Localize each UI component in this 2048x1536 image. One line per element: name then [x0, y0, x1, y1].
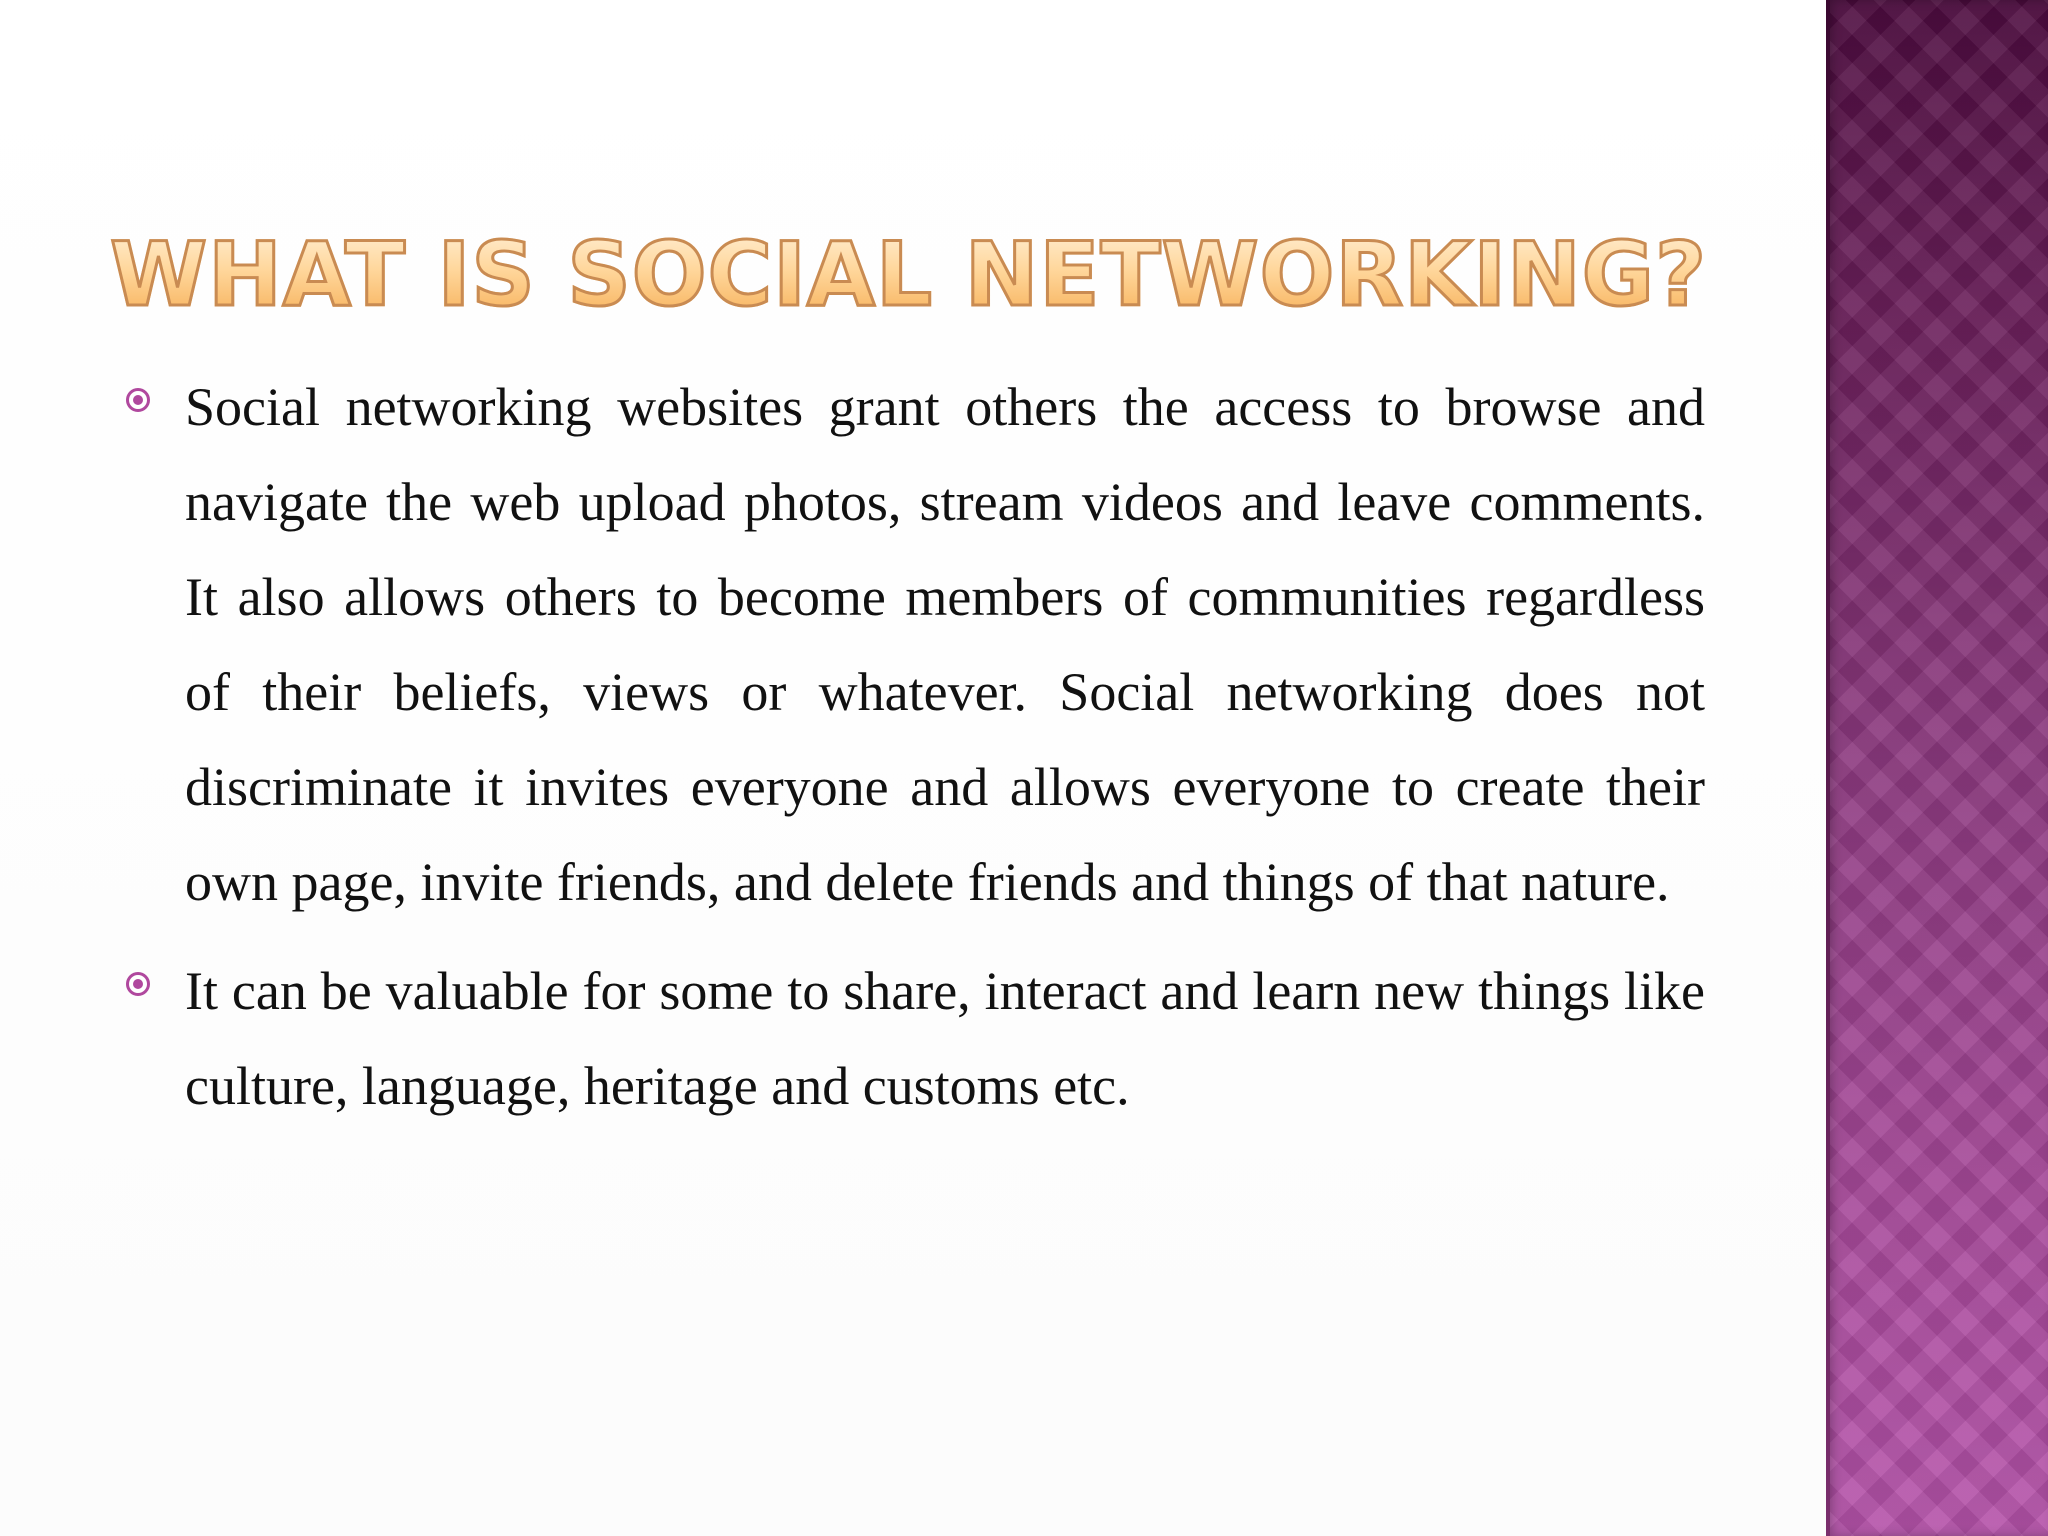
slide-title: WHAT IS SOCIAL NETWORKING? — [110, 220, 1710, 330]
bullet-list — [120, 360, 1705, 1148]
bullet-item — [120, 360, 1705, 930]
bullet-text: It can be valuable for some to share, interact and learn new things like culture, language, heritage and customs etc. — [185, 961, 1705, 1116]
bullet-text: Social networking websites grant others the access to browse and navigate the web upload photos, stream videos and leave comments. It also allows others to become members of communities regardless of their beliefs, views or whatever. Social networking does not discriminate it invites everyone and allows everyone to create their own page, invite friends, and delete friends and things of that nature. — [185, 377, 1705, 912]
bullet-item — [120, 944, 1705, 1134]
side-band-edge — [1826, 0, 1830, 1536]
decorative-side-band — [1826, 0, 2048, 1536]
circle-dot-icon — [126, 972, 150, 996]
circle-dot-icon — [126, 388, 150, 412]
